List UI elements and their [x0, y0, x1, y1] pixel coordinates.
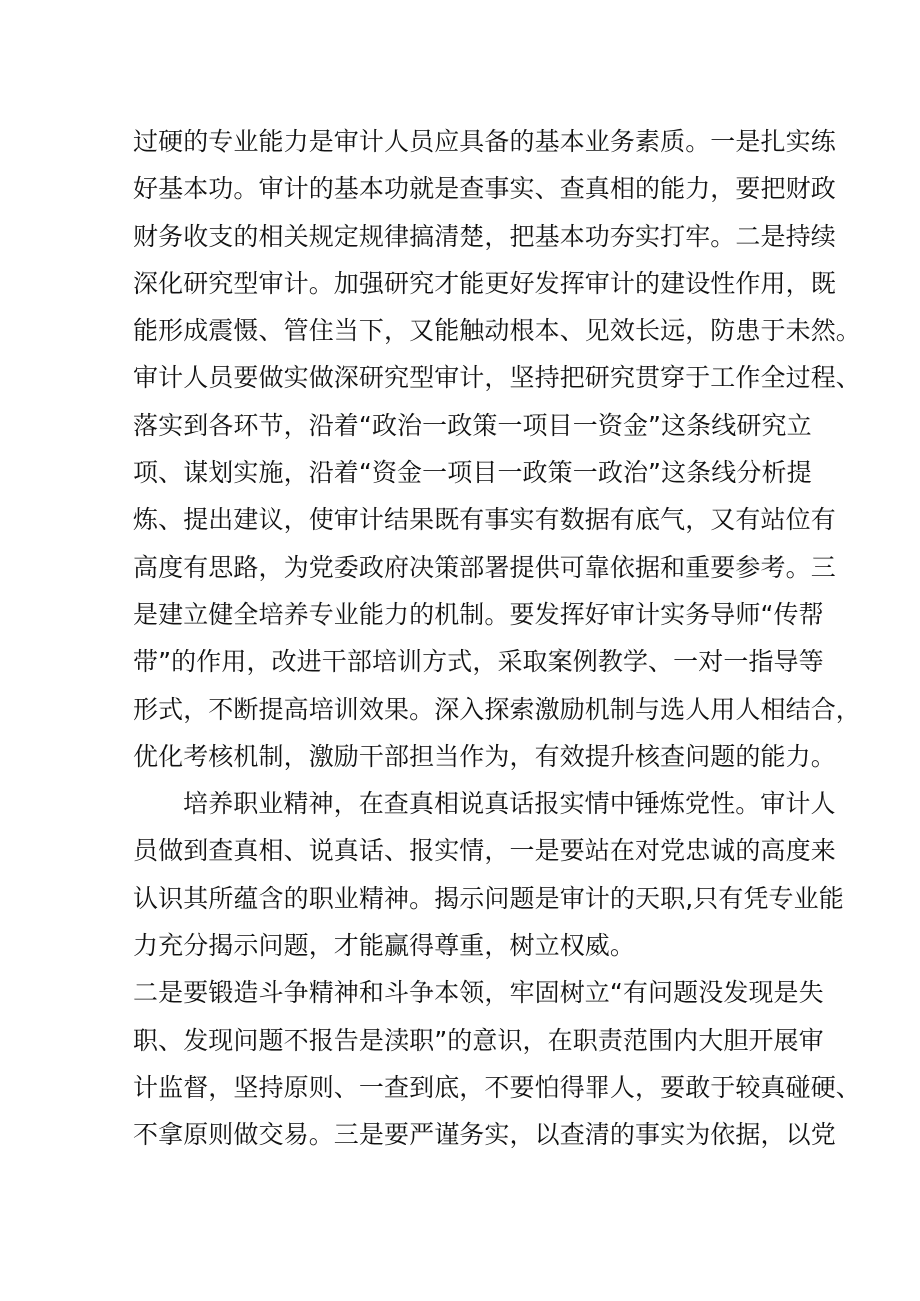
- text-line: 高度有思路，为党委政府决策部署提供可靠依据和重要参考。三: [133, 552, 836, 582]
- text-line: 过硬的专业能力是审计人员应具备的基本业务素质。一是扎实练: [133, 127, 836, 156]
- text-line: 项、谋划实施，沿着“资金一项目一政策一政治”这条线分析提: [133, 458, 812, 488]
- text-line: 审计人员要做实做深研究型审计，坚持把研究贯穿于工作全过程、: [133, 363, 861, 393]
- body-text: [133, 118, 861, 1159]
- text-line: 计监督，坚持原则、一查到底，不要怕得罪人，要敢于较真碰硬、: [133, 1072, 861, 1102]
- text-line: 能形成震慑、管住当下，又能触动根本、见效长远，防患于未然。: [133, 316, 861, 346]
- text-line: 员做到查真相、说真话、报实情，一是要站在对党忠诚的高度来: [133, 836, 836, 866]
- text-line: 认识其所蕴含的职业精神。揭示问题是审计的天职,只有凭专业能: [133, 883, 844, 913]
- text-line: 优化考核机制，激励干部担当作为，有效提升核查问题的能力。: [133, 741, 836, 771]
- text-line: 财务收支的相关规定规律搞清楚，把基本功夯实打牢。二是持续: [133, 221, 836, 251]
- text-line: 职、发现问题不报告是渎职”的意识，在职责范围内大胆开展审: [133, 1025, 824, 1055]
- text-line: 炼、提出建议，使审计结果既有事实有数据有底气，又有站位有: [133, 505, 836, 535]
- text-line: 力充分揭示问题，才能赢得尊重，树立权威。: [133, 931, 636, 961]
- text-line: 带”的作用，改进干部培训方式，采取案例教学、一对一指导等: [133, 647, 824, 677]
- text-line: 好基本功。审计的基本功就是查事实、查真相的能力，要把财政: [133, 174, 836, 204]
- paragraph-first-line: 培养职业精神，在查真相说真话报实情中锤炼党性。审计人: [183, 789, 836, 819]
- text-line: 落实到各环节，沿着“政治一政策一项目一资金”这条线研究立: [133, 410, 812, 440]
- text-line: 深化研究型审计。加强研究才能更好发挥审计的建设性作用，既: [133, 268, 836, 298]
- text-line: 不拿原则做交易。三是要严谨务实，以查清的事实为依据，以党: [133, 1120, 836, 1150]
- text-line: 形式，不断提高培训效果。深入探索激励机制与选人用人相结合，: [133, 694, 861, 724]
- text-line: 是建立健全培养专业能力的机制。要发挥好审计实务导师“传帮: [133, 599, 824, 629]
- text-line: 二是要锻造斗争精神和斗争本领，牢固树立“有问题没发现是失: [133, 978, 824, 1008]
